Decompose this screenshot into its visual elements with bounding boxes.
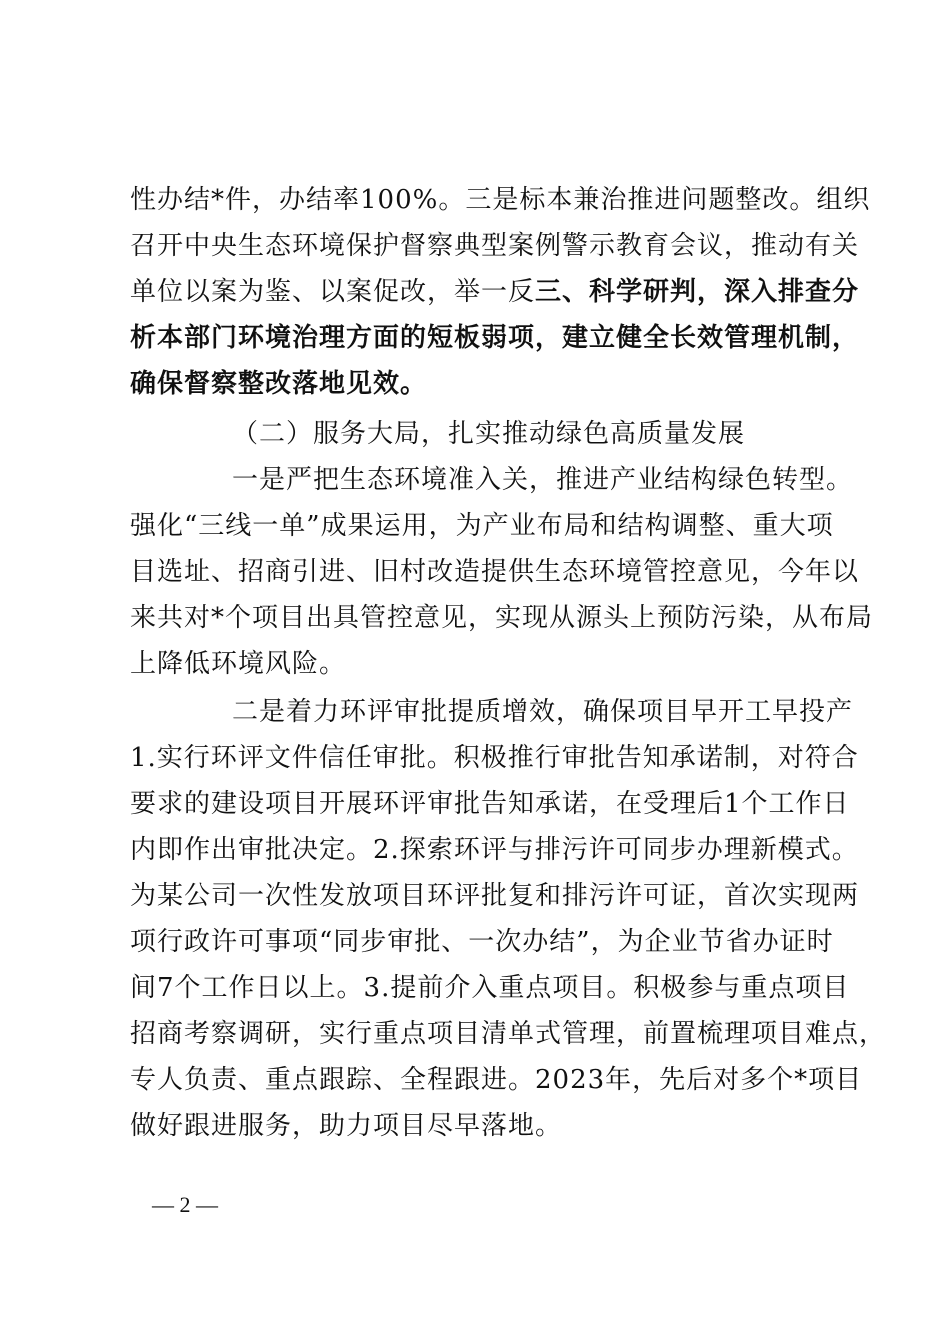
paragraph-line: 间7个工作日以上。3.提前介入重点项目。积极参与重点项目 bbox=[130, 973, 850, 1003]
section-heading: （二）服务大局，扎实推动绿色高质量发展 bbox=[232, 419, 746, 449]
paragraph-line: 项行政许可事项“同步审批、一次办结”，为企业节省办证时 bbox=[130, 927, 834, 957]
paragraph-text: 单位以案为鉴、以案促改，举一反 bbox=[130, 277, 536, 307]
paragraph-line-mixed bbox=[130, 272, 860, 312]
bold-heading-line: 确保督察整改落地见效。 bbox=[130, 369, 428, 399]
paragraph-first-line: 一是严把生态环境准入关，推进产业结构绿色转型。 bbox=[232, 465, 854, 495]
paragraph-line: 来共对*个项目出具管控意见，实现从源头上预防污染，从布局 bbox=[130, 603, 874, 633]
paragraph-line: 上降低环境风险。 bbox=[130, 649, 347, 679]
paragraph-line: 1.实行环评文件信任审批。积极推行审批告知承诺制，对符合 bbox=[130, 743, 859, 773]
page-number: — 2 — bbox=[152, 1192, 218, 1217]
paragraph-line: 召开中央生态环境保护督察典型案例警示教育会议，推动有关 bbox=[130, 231, 860, 261]
paragraph-line: 招商考察调研，实行重点项目清单式管理，前置梳理项目难点， bbox=[130, 1019, 887, 1049]
paragraph-first-line: 二是着力环评审批提质增效，确保项目早开工早投产 bbox=[232, 697, 854, 727]
paragraph-line: 为某公司一次性发放项目环评批复和排污许可证，首次实现两 bbox=[130, 881, 860, 911]
paragraph-line: 强化“三线一单”成果运用，为产业布局和结构调整、重大项 bbox=[130, 511, 834, 541]
paragraph-line: 内即作出审批决定。2.探索环评与排污许可同步办理新模式。 bbox=[130, 835, 859, 865]
paragraph-line: 做好跟进服务，助力项目尽早落地。 bbox=[130, 1111, 563, 1141]
bold-heading-line: 析本部门环境治理方面的短板弱项，建立健全长效管理机制， bbox=[130, 323, 860, 353]
paragraph-line: 要求的建设项目开展环评审批告知承诺，在受理后1个工作日 bbox=[130, 789, 850, 819]
paragraph-line: 性办结*件，办结率100%。三是标本兼治推进问题整改。组织 bbox=[130, 185, 871, 215]
paragraph-line: 专人负责、重点跟踪、全程跟进。2023年，先后对多个*项目 bbox=[130, 1065, 863, 1095]
paragraph-line: 目选址、招商引进、旧村改造提供生态环境管控意见，今年以 bbox=[130, 557, 860, 587]
bold-heading-text: 三、科学研判，深入排查分 bbox=[535, 277, 860, 307]
